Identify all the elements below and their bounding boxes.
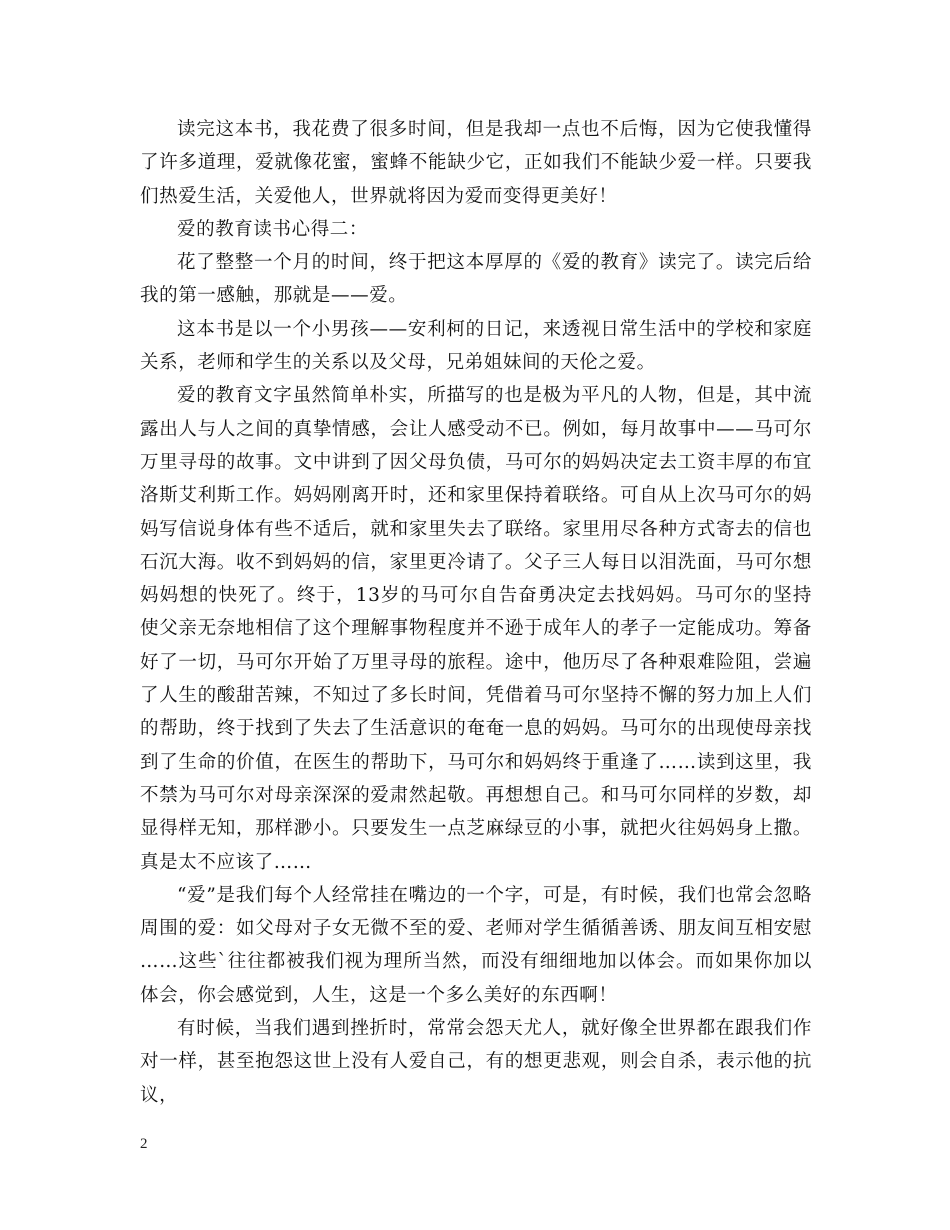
body-text [140, 113, 812, 1112]
paragraph: “爱”是我们每个人经常挂在嘴边的一个字，可是，有时候，我们也常会忽略周围的爱：如父母对子女无微不至的爱、老师对学生循循善诱、朋友间互相安慰……这些`往往都被我们视为理所当然，而没有细细地加以体会。而如果你加以体会，你会感觉到，人生，这是一个多么美好的东西啊！ [140, 884, 812, 1006]
paragraph: 爱的教育文字虽然简单朴实，所描写的也是极为平凡的人物，但是，其中流露出人与人之间的真挚情感，会让人感受动不已。例如，每月故事中——马可尔万里寻母的故事。文中讲到了因父母负债，马可尔的妈妈决定去工资丰厚的布宜洛斯艾利斯工作。妈妈刚离开时，还和家里保持着联络。可自从上次马可尔的妈妈写信说身体有些不适后，就和家里失去了联络。家里用尽各种方式寄去的信也石沉大海。收不到妈妈的信，家里更冷请了。父子三人每日以泪洗面，马可尔想妈妈想的快死了。终于，13岁的马可尔自告奋勇决定去找妈妈。马可尔的坚持使父亲无奈地相信了这个理解事物程度并不逊于成年人的孝子一定能成功。筹备好了一切，马可尔开始了万里寻母的旅程。途中，他历尽了各种艰难险阻，尝遍了人生的酸甜苦辣，不知过了多长时间，凭借着马可尔坚持不懈的努力加上人们的帮助，终于找到了失去了生活意识的奄奄一息的妈妈。马可尔的出现使母亲找到了生命的价值，在医生的帮助下，马可尔和妈妈终于重逢了……读到这里，我不禁为马可尔对母亲深深的爱肃然起敬。再想想自己。和马可尔同样的岁数，却显得样无知，那样渺小。只要发生一点芝麻绿豆的小事，就把火往妈妈身上撒。真是太不应该了…… [140, 385, 812, 873]
section-heading: 爱的教育读书心得二： [177, 218, 369, 240]
paragraph: 读完这本书，我花费了很多时间，但是我却一点也不后悔，因为它使我懂得了许多道理，爱就像花蜜，蜜蜂不能缺少它，正如我们不能缺少爱一样。只要我们热爱生活，关爱他人，世界就将因为爱而变得更美好！ [140, 119, 812, 207]
paragraph: 有时候，当我们遇到挫折时，常常会怨天尤人，就好像全世界都在跟我们作对一样，甚至抱怨这世上没有人爱自己，有的想更悲观，则会自杀，表示他的抗议， [140, 1018, 812, 1106]
paragraph: 这本书是以一个小男孩——安利柯的日记，来透视日常生活中的学校和家庭关系，老师和学生的关系以及父母，兄弟姐妹间的天伦之爱。 [140, 318, 812, 374]
page-number: 2 [140, 1136, 148, 1152]
paragraph: 花了整整一个月的时间，终于把这本厚厚的《爱的教育》读完了。读完后给我的第一感触，那就是——爱。 [140, 252, 812, 307]
